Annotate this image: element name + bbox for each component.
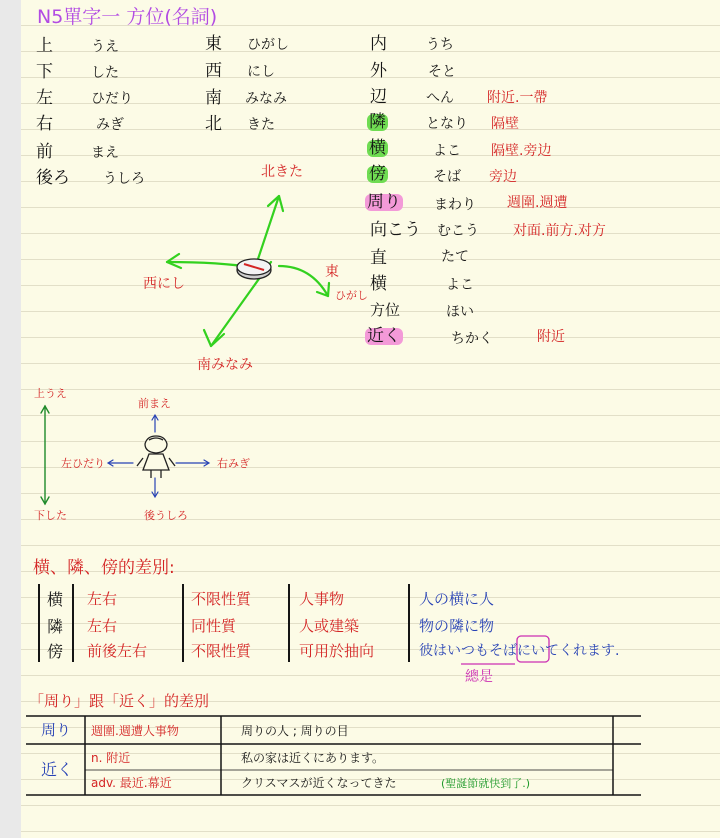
table1-target: 人事物: [299, 590, 345, 608]
table1-nature: 不限性質: [191, 590, 252, 608]
table2-word: 周り: [41, 721, 72, 739]
vocab-kanji-highlighted: 傍: [369, 164, 386, 184]
vocab-note: 附近: [537, 329, 565, 345]
table1-nature: 不限性質: [191, 642, 252, 660]
vocab-kanji: 向こう: [370, 220, 421, 240]
vocab-kanji-highlighted: 近く: [367, 326, 401, 346]
table1-nature: 同性質: [191, 617, 237, 635]
table2-meaning: n. 附近: [91, 751, 131, 765]
vocab-kanji: 方位: [370, 301, 401, 319]
vocab-reading: よこ: [446, 277, 474, 293]
person-down-label: 下した: [34, 509, 67, 522]
vocab-note: 隔壁: [491, 116, 519, 132]
table2-meaning: adv. 最近.幕近: [91, 776, 172, 790]
table1-example: 人の横に人: [419, 590, 495, 608]
table1-direction: 左右: [87, 590, 118, 608]
vocab-reading: そと: [428, 64, 456, 80]
vocab-note: 隔壁.旁边: [491, 143, 552, 159]
vocab-reading: たて: [441, 249, 469, 265]
vocab-reading: ひだり: [91, 91, 133, 107]
person-figure: [137, 436, 175, 478]
vocab-reading: そば: [433, 169, 461, 185]
vocab-note: 旁边: [489, 169, 517, 185]
vocab-kanji-highlighted: 横: [369, 138, 386, 158]
table2-meaning: 週圍.週遭人事物: [91, 724, 179, 738]
table2-heading: 「周り」跟「近く」的差別: [29, 692, 210, 710]
vocab-kanji: 前: [36, 142, 53, 162]
vocab-reading: まえ: [91, 145, 119, 161]
table2-note: (聖誕節就快到了.): [441, 777, 531, 790]
vocab-reading: まわり: [434, 197, 476, 213]
vocab-reading: みぎ: [96, 117, 124, 133]
vocab-reading: うち: [426, 37, 454, 53]
vocab-reading: にし: [247, 64, 275, 80]
vocab-kanji-highlighted: 周り: [367, 192, 401, 212]
vocab-reading: きた: [247, 117, 275, 133]
vocab-reading: ちかく: [451, 331, 493, 347]
table1-target: 人或建築: [299, 617, 360, 635]
compass-west-label: 西にし: [143, 276, 185, 292]
vocab-kanji-highlighted: 隣: [369, 112, 386, 132]
compass-east-label: 東: [325, 264, 339, 280]
vocab-reading: ほい: [446, 304, 474, 320]
vocab-kanji: 外: [370, 61, 387, 81]
compass-north-label: 北きた: [261, 164, 303, 180]
person-back-label: 後うしろ: [144, 509, 188, 522]
vocab-kanji: 西: [205, 61, 222, 81]
page-title: N5單字一 方位(名詞): [37, 6, 218, 28]
table2-word: 近く: [41, 760, 74, 779]
vocab-kanji: 後ろ: [36, 168, 70, 188]
vocab-reading: うえ: [91, 39, 119, 55]
table1-example: 彼はいつもそばにいてくれます.: [419, 643, 620, 659]
vocab-reading: みなみ: [245, 91, 287, 107]
table1-direction: 前後左右: [87, 642, 148, 660]
table2-example: 私の家は近くにあります。: [241, 751, 385, 765]
vocab-note: 附近.一帶: [487, 90, 548, 106]
up-down-arrow: [41, 406, 49, 504]
vocab-reading: よこ: [433, 143, 461, 159]
vocab-kanji: 下: [36, 62, 53, 82]
vocab-kanji: 内: [370, 34, 387, 54]
vocab-kanji: 左: [36, 88, 53, 108]
vocab-reading: むこう: [437, 223, 479, 239]
vocab-reading: うしろ: [103, 171, 145, 187]
vocab-kanji: 南: [205, 88, 222, 108]
table1-annotation: 總是: [465, 669, 493, 685]
vocab-kanji: 右: [36, 114, 53, 134]
table2-example: クリスマスが近くなってきた: [241, 776, 397, 790]
vocab-note: 对面.前方.对方: [513, 223, 606, 239]
notebook-page: [21, 0, 720, 838]
vocab-kanji: 北: [205, 114, 222, 134]
vocab-kanji: 上: [36, 36, 53, 56]
vocab-kanji: 直: [370, 248, 387, 268]
diagram-lines: [21, 0, 720, 838]
compass-icon: [237, 259, 271, 279]
table2-example: 周りの人 ; 周りの目: [241, 724, 349, 738]
compass-east-reading: ひがし: [335, 289, 368, 302]
table1-kanji: 傍: [47, 642, 64, 661]
table1-direction: 左右: [87, 617, 118, 635]
vocab-kanji: 東: [205, 34, 222, 54]
vocab-reading: へん: [426, 90, 454, 106]
vocab-kanji: 横: [370, 274, 387, 294]
table1-target: 可用於抽向: [299, 642, 375, 660]
vocab-note: 週圍.週遭: [507, 195, 568, 211]
vocab-reading: した: [91, 65, 119, 81]
person-front-label: 前まえ: [138, 397, 171, 410]
compass-south-label: 南みなみ: [197, 357, 253, 373]
person-left-label: 左ひだり: [61, 457, 105, 470]
table1-kanji: 横: [47, 590, 64, 609]
table1-example: 物の隣に物: [419, 617, 495, 635]
vocab-reading: ひがし: [247, 37, 289, 53]
person-up-label: 上うえ: [34, 387, 67, 400]
vocab-kanji: 辺: [370, 87, 387, 107]
table1-kanji: 隣: [47, 617, 64, 636]
person-right-label: 右みぎ: [217, 457, 250, 470]
table1-heading: 横、隣、傍的差別:: [33, 558, 175, 578]
vocab-reading: となり: [426, 116, 468, 132]
